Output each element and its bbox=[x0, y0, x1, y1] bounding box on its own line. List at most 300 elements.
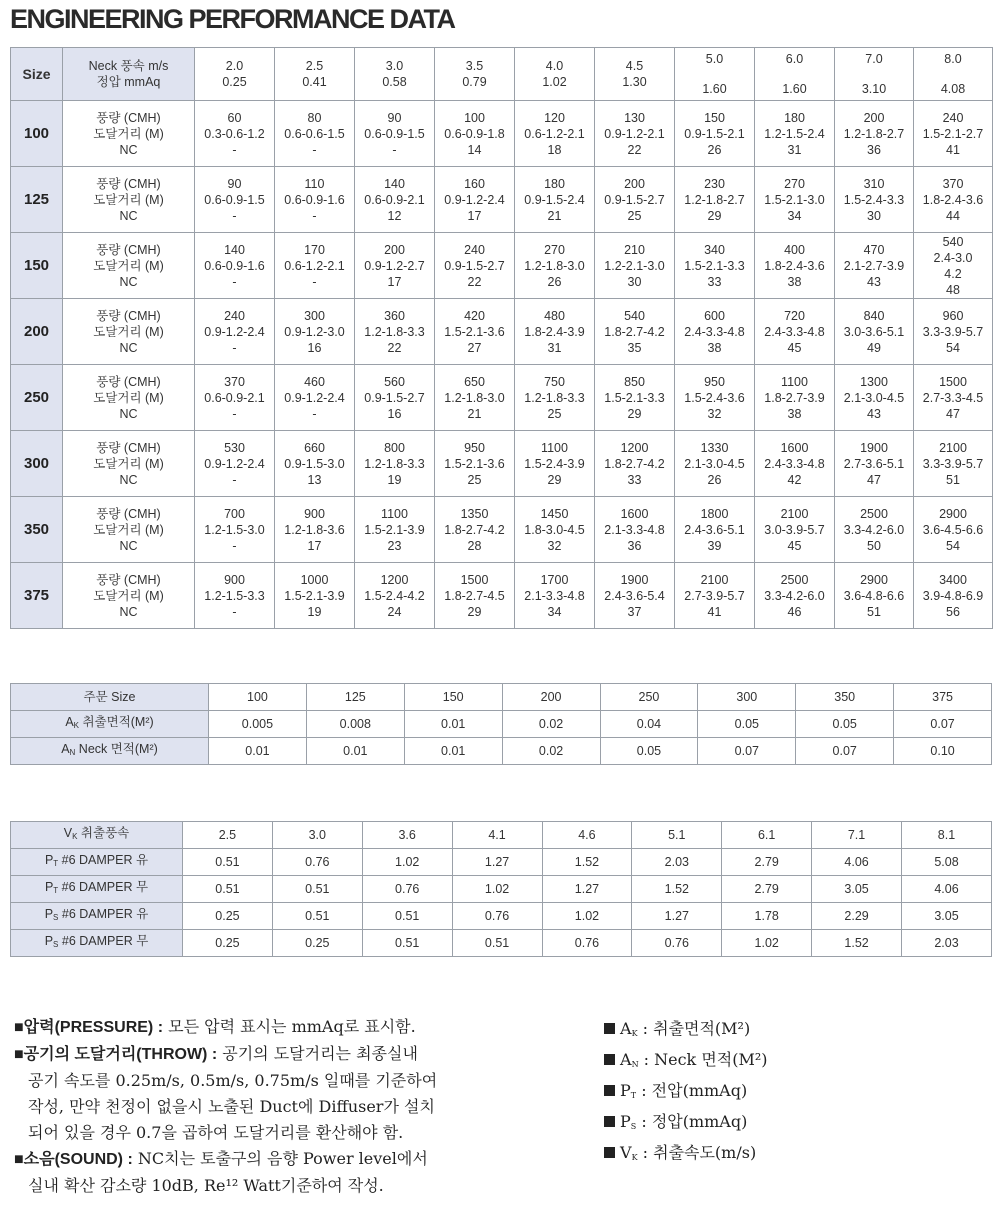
data-value: 1.2-1.5-3.3 bbox=[204, 588, 265, 603]
data-cell: 0.51 bbox=[452, 930, 542, 957]
row-label: NC bbox=[119, 406, 138, 421]
data-value: 1600 bbox=[780, 440, 809, 455]
table-row bbox=[11, 497, 993, 563]
data-value: 1450 bbox=[540, 506, 569, 521]
row-label: 도달거리 (M) bbox=[93, 192, 164, 207]
data-value: 0.9-1.2-2.4 bbox=[444, 192, 505, 207]
data-value: 1200 bbox=[380, 572, 409, 587]
row-label bbox=[11, 822, 183, 849]
data-value: 170 bbox=[304, 242, 325, 257]
data-cell: 2.79 bbox=[722, 876, 812, 903]
data-cell bbox=[195, 167, 275, 233]
data-cell bbox=[914, 563, 993, 629]
legend-text: : 취출면적(M²) bbox=[637, 1019, 751, 1038]
label-symbol: P bbox=[44, 907, 54, 921]
data-value: 1.5-2.4-3.9 bbox=[524, 456, 585, 471]
row-label: NC bbox=[119, 142, 138, 157]
data-value: 530 bbox=[224, 440, 245, 455]
data-value: 480 bbox=[544, 308, 565, 323]
label-subscript: N bbox=[69, 748, 76, 757]
performance-table bbox=[10, 47, 993, 629]
data-value: 850 bbox=[624, 374, 645, 389]
data-value: 1.8-2.7-3.9 bbox=[764, 390, 825, 405]
data-value: 2.1-3.0-4.5 bbox=[684, 456, 745, 471]
neck-label bbox=[63, 48, 195, 101]
data-value: 2900 bbox=[939, 506, 967, 521]
data-value: 0.9-1.2-2.4 bbox=[204, 456, 265, 471]
row-label: 풍량 (CMH) bbox=[96, 506, 161, 521]
data-value: 470 bbox=[863, 242, 885, 257]
label-subscript: S bbox=[53, 913, 59, 922]
data-value: 1.5-2.1-3.9 bbox=[364, 522, 425, 537]
data-value: 0.6-1.2-2.1 bbox=[284, 258, 345, 273]
data-value: 45 bbox=[787, 538, 802, 553]
data-cell bbox=[515, 431, 595, 497]
data-value: 400 bbox=[784, 242, 805, 257]
data-value: 41 bbox=[946, 142, 960, 157]
data-cell: 0.01 bbox=[404, 711, 502, 738]
data-value: 1500 bbox=[939, 374, 967, 389]
label-symbol: A bbox=[61, 742, 70, 756]
data-value: 48 bbox=[946, 282, 960, 297]
data-cell bbox=[595, 233, 675, 299]
note-sound-text: NC치는 토출구의 음향 Power level에서 bbox=[132, 1149, 428, 1168]
data-value: 60 bbox=[227, 110, 242, 125]
row-label: 도달거리 (M) bbox=[93, 126, 164, 141]
neck-speed-cell bbox=[675, 48, 755, 101]
data-cell bbox=[914, 431, 993, 497]
data-cell: 0.76 bbox=[452, 903, 542, 930]
data-cell bbox=[275, 233, 355, 299]
data-value: 240 bbox=[224, 308, 245, 323]
data-value: 22 bbox=[627, 142, 642, 157]
row-label bbox=[11, 930, 183, 957]
table-row bbox=[11, 822, 992, 849]
data-cell bbox=[675, 365, 755, 431]
legend-subscript: S bbox=[630, 1122, 637, 1131]
data-value: 2500 bbox=[780, 572, 809, 587]
data-cell bbox=[835, 365, 914, 431]
data-value: 1.5-2.4-3.6 bbox=[684, 390, 745, 405]
data-value: 1700 bbox=[540, 572, 569, 587]
static-pressure-value: 0.25 bbox=[222, 75, 247, 89]
data-value: 43 bbox=[867, 406, 881, 421]
data-cell bbox=[275, 563, 355, 629]
data-value: 0.9-1.5-3.0 bbox=[284, 456, 345, 471]
data-value: 3.6-4.5-6.6 bbox=[922, 522, 984, 537]
table-row bbox=[11, 299, 993, 365]
data-value: 0.6-0.9-1.5 bbox=[204, 192, 265, 207]
row-label: 도달거리 (M) bbox=[93, 588, 164, 603]
row-label: NC bbox=[119, 538, 138, 553]
bullet-square-icon bbox=[604, 1116, 615, 1127]
data-value: 1.2-2.1-3.0 bbox=[604, 258, 665, 273]
data-value: 1.8-3.0-4.5 bbox=[524, 522, 585, 537]
data-value: 43 bbox=[867, 274, 881, 289]
data-value: 1.2-1.8-3.3 bbox=[364, 324, 425, 339]
data-value: 1100 bbox=[541, 440, 568, 455]
note-pressure bbox=[14, 1014, 574, 1041]
size-cell: 300 bbox=[11, 431, 63, 497]
row-labels bbox=[63, 431, 195, 497]
note-throw-line: 공기 속도를 0.25m/s, 0.5m/s, 0.75m/s 일때를 기준하여 bbox=[28, 1071, 438, 1090]
row-label: 도달거리 (M) bbox=[93, 324, 164, 339]
data-value: 0.6-0.9-1.8 bbox=[444, 126, 505, 141]
data-value: 1900 bbox=[860, 440, 888, 455]
data-value: 460 bbox=[304, 374, 325, 389]
data-cell: 1.52 bbox=[812, 930, 902, 957]
data-cell bbox=[835, 299, 914, 365]
table-row bbox=[11, 563, 993, 629]
data-value: 1.5-2.1-3.9 bbox=[284, 588, 345, 603]
row-label bbox=[11, 876, 183, 903]
data-value: - bbox=[232, 472, 237, 487]
table-row bbox=[11, 365, 993, 431]
data-value: 900 bbox=[304, 506, 325, 521]
data-cell bbox=[435, 101, 515, 167]
data-cell bbox=[515, 299, 595, 365]
data-value: 310 bbox=[863, 176, 885, 191]
row-label: 풍량 (CMH) bbox=[96, 176, 161, 191]
data-value: 26 bbox=[707, 142, 722, 157]
data-cell bbox=[595, 497, 675, 563]
data-value: 1.8-2.4-3.6 bbox=[764, 258, 825, 273]
data-value: 26 bbox=[547, 274, 562, 289]
row-label bbox=[11, 711, 209, 738]
data-cell: 250 bbox=[600, 684, 698, 711]
neck-value-pair bbox=[435, 51, 514, 97]
data-value: 4.2 bbox=[944, 266, 962, 281]
table-row bbox=[11, 233, 993, 299]
neck-speed-cell bbox=[195, 48, 275, 101]
row-labels bbox=[63, 299, 195, 365]
data-cell: 4.06 bbox=[812, 849, 902, 876]
row-label: 도달거리 (M) bbox=[93, 390, 164, 405]
data-value: 1.5-2.1-3.3 bbox=[684, 258, 745, 273]
data-cell bbox=[355, 167, 435, 233]
legend-item bbox=[604, 1109, 984, 1140]
data-value: 3.3-3.9-5.7 bbox=[922, 456, 984, 471]
data-value: 17 bbox=[387, 274, 402, 289]
data-value: - bbox=[232, 274, 237, 289]
data-cell: 0.04 bbox=[600, 711, 698, 738]
data-value: 19 bbox=[307, 604, 322, 619]
data-value: 240 bbox=[942, 110, 964, 125]
data-cell: 1.02 bbox=[452, 876, 542, 903]
table-row bbox=[11, 101, 993, 167]
area-table bbox=[10, 683, 992, 765]
neck-value-pair bbox=[914, 51, 992, 97]
data-cell: 2.29 bbox=[812, 903, 902, 930]
data-value: 1330 bbox=[700, 440, 729, 455]
data-cell: 0.02 bbox=[502, 711, 600, 738]
neck-speed-cell bbox=[755, 48, 835, 101]
note-throw-line: 작성, 만약 천정이 없을시 노출된 Duct에 Diffuser가 설치 bbox=[28, 1097, 435, 1116]
data-value: 3.9-4.8-6.9 bbox=[922, 588, 984, 603]
data-value: - bbox=[232, 406, 237, 421]
data-cell: 3.6 bbox=[362, 822, 452, 849]
data-cell bbox=[595, 167, 675, 233]
static-pressure-value: 1.30 bbox=[622, 75, 647, 89]
data-value: 27 bbox=[467, 340, 482, 355]
data-cell bbox=[835, 233, 914, 299]
neck-speed-value: 8.0 bbox=[944, 52, 962, 66]
data-cell: 7.1 bbox=[812, 822, 902, 849]
neck-speed-value: 5.0 bbox=[705, 52, 724, 66]
data-value: 25 bbox=[467, 472, 482, 487]
notes bbox=[14, 1014, 574, 1199]
data-cell: 1.02 bbox=[542, 903, 632, 930]
data-value: 0.9-1.5-2.7 bbox=[444, 258, 505, 273]
data-value: 23 bbox=[387, 538, 402, 553]
data-value: 160 bbox=[464, 176, 485, 191]
data-value: 24 bbox=[387, 604, 402, 619]
data-value: 13 bbox=[307, 472, 322, 487]
data-cell bbox=[914, 299, 993, 365]
note-throw-text: 공기의 도달거리는 최종실내 bbox=[217, 1044, 418, 1063]
data-cell bbox=[914, 101, 993, 167]
data-cell: 0.01 bbox=[306, 738, 404, 765]
data-value: 650 bbox=[464, 374, 485, 389]
data-cell: 0.25 bbox=[183, 930, 273, 957]
data-value: - bbox=[232, 142, 237, 157]
legend-text: : 정압(mmAq) bbox=[636, 1112, 748, 1131]
data-cell bbox=[435, 431, 515, 497]
data-value: 270 bbox=[784, 176, 805, 191]
data-value: 47 bbox=[946, 406, 960, 421]
legend-item bbox=[604, 1016, 984, 1047]
data-cell bbox=[435, 563, 515, 629]
data-cell bbox=[355, 365, 435, 431]
data-cell bbox=[435, 299, 515, 365]
data-cell bbox=[515, 497, 595, 563]
neck-speed-cell bbox=[835, 48, 914, 101]
data-cell bbox=[835, 167, 914, 233]
legend-symbol: P bbox=[620, 1081, 631, 1100]
table-row bbox=[11, 684, 992, 711]
neck-value-pair bbox=[275, 51, 354, 97]
data-value: 1200 bbox=[620, 440, 649, 455]
data-value: 1350 bbox=[460, 506, 489, 521]
data-cell bbox=[195, 299, 275, 365]
row-label: 풍량 (CMH) bbox=[96, 110, 161, 125]
data-cell: 1.27 bbox=[632, 903, 722, 930]
data-value: 2.7-3.9-5.7 bbox=[684, 588, 745, 603]
data-cell bbox=[675, 563, 755, 629]
data-cell bbox=[355, 497, 435, 563]
size-cell: 250 bbox=[11, 365, 63, 431]
data-cell: 0.76 bbox=[632, 930, 722, 957]
data-value: 1000 bbox=[300, 572, 329, 587]
data-cell: 4.1 bbox=[452, 822, 542, 849]
row-label: 풍량 (CMH) bbox=[96, 374, 161, 389]
neck-speed-cell bbox=[914, 48, 993, 101]
data-value: 130 bbox=[624, 110, 645, 125]
data-value: 18 bbox=[547, 142, 562, 157]
data-value: 1100 bbox=[381, 506, 408, 521]
static-pressure-value: 1.02 bbox=[542, 75, 567, 89]
data-cell bbox=[675, 497, 755, 563]
data-value: 370 bbox=[942, 176, 964, 191]
data-value: 16 bbox=[387, 406, 402, 421]
legend-text: : 취출속도(m/s) bbox=[637, 1143, 757, 1162]
note-sound-line: 실내 확산 감소량 10dB, Re¹² Watt기준하여 작성. bbox=[28, 1176, 384, 1195]
data-cell bbox=[435, 233, 515, 299]
neck-speed-label: Neck 풍속 m/s bbox=[88, 59, 169, 73]
data-value: 3.3-4.2-6.0 bbox=[843, 522, 905, 537]
data-value: 0.9-1.5-2.7 bbox=[604, 192, 665, 207]
data-value: 1.8-2.4-3.6 bbox=[922, 192, 984, 207]
data-value: 2.1-3.0-4.5 bbox=[843, 390, 905, 405]
data-value: 1.2-1.8-3.0 bbox=[444, 390, 505, 405]
data-cell: 0.01 bbox=[404, 738, 502, 765]
data-value: 54 bbox=[946, 538, 960, 553]
data-value: 1.2-1.8-3.6 bbox=[284, 522, 345, 537]
data-cell: 1.27 bbox=[452, 849, 542, 876]
data-value: 3.6-4.8-6.6 bbox=[843, 588, 905, 603]
data-value: 17 bbox=[307, 538, 322, 553]
data-value: 1.5-2.4-4.2 bbox=[364, 588, 425, 603]
data-value: 56 bbox=[946, 604, 960, 619]
data-value: 0.6-0.9-1.6 bbox=[204, 258, 265, 273]
data-value: 2.1-2.7-3.9 bbox=[843, 258, 905, 273]
data-cell bbox=[515, 101, 595, 167]
neck-value-pair bbox=[755, 51, 834, 97]
data-value: 660 bbox=[304, 440, 325, 455]
data-value: 2.1-3.3-4.8 bbox=[524, 588, 585, 603]
data-value: 200 bbox=[384, 242, 405, 257]
data-cell bbox=[755, 563, 835, 629]
data-value: - bbox=[312, 274, 317, 289]
data-value: 1100 bbox=[781, 374, 808, 389]
data-cell: 1.27 bbox=[542, 876, 632, 903]
data-cell bbox=[355, 299, 435, 365]
data-value: 51 bbox=[946, 472, 960, 487]
data-cell: 4.6 bbox=[542, 822, 632, 849]
data-cell: 0.51 bbox=[183, 876, 273, 903]
data-value: 38 bbox=[787, 406, 802, 421]
table-row bbox=[11, 930, 992, 957]
data-cell bbox=[755, 365, 835, 431]
data-cell: 1.02 bbox=[362, 849, 452, 876]
row-label: NC bbox=[119, 340, 138, 355]
row-labels bbox=[63, 497, 195, 563]
label-text: #6 DAMPER 무 bbox=[58, 880, 149, 894]
neck-speed-value: 4.5 bbox=[625, 59, 644, 73]
data-cell: 0.07 bbox=[894, 711, 992, 738]
data-cell: 3.0 bbox=[272, 822, 362, 849]
data-value: - bbox=[232, 604, 237, 619]
data-value: 2.4-3.6-5.4 bbox=[604, 588, 665, 603]
data-value: 140 bbox=[384, 176, 405, 191]
data-value: 32 bbox=[707, 406, 722, 421]
data-cell: 350 bbox=[796, 684, 894, 711]
data-value: - bbox=[232, 340, 237, 355]
data-cell bbox=[275, 497, 355, 563]
data-cell: 2.03 bbox=[632, 849, 722, 876]
label-subscript: S bbox=[53, 940, 59, 949]
legend-text: : Neck 면적(M²) bbox=[638, 1050, 768, 1069]
data-value: 1.2-1.8-3.3 bbox=[364, 456, 425, 471]
neck-value-pair bbox=[675, 51, 754, 97]
data-value: 3.0-3.6-5.1 bbox=[843, 324, 905, 339]
data-value: 35 bbox=[627, 340, 642, 355]
data-cell bbox=[755, 167, 835, 233]
data-value: 33 bbox=[707, 274, 722, 289]
legend-item bbox=[604, 1140, 984, 1171]
size-cell: 350 bbox=[11, 497, 63, 563]
note-throw-line: 되어 있을 경우 0.7을 곱하여 도달거리를 환산해야 함. bbox=[28, 1123, 404, 1142]
data-value: 950 bbox=[464, 440, 485, 455]
data-value: 360 bbox=[384, 308, 405, 323]
data-cell bbox=[675, 431, 755, 497]
data-value: 750 bbox=[544, 374, 565, 389]
data-cell bbox=[914, 497, 993, 563]
data-value: 3.3-3.9-5.7 bbox=[922, 324, 984, 339]
legend-symbol: P bbox=[620, 1112, 631, 1131]
data-value: 37 bbox=[627, 604, 642, 619]
data-value: 31 bbox=[547, 340, 562, 355]
size-cell: 125 bbox=[11, 167, 63, 233]
data-value: 840 bbox=[863, 308, 885, 323]
data-value: 0.6-0.9-1.6 bbox=[284, 192, 345, 207]
data-value: 0.6-0.6-1.5 bbox=[284, 126, 345, 141]
data-value: 1.5-2.1-3.6 bbox=[444, 456, 505, 471]
data-value: 34 bbox=[547, 604, 562, 619]
data-value: 1.8-2.7-4.2 bbox=[604, 456, 665, 471]
data-cell bbox=[435, 167, 515, 233]
data-cell: 125 bbox=[306, 684, 404, 711]
data-value: 1.5-2.1-3.0 bbox=[764, 192, 825, 207]
row-labels bbox=[63, 167, 195, 233]
data-cell bbox=[195, 431, 275, 497]
row-label: 풍량 (CMH) bbox=[96, 440, 161, 455]
data-cell: 4.06 bbox=[902, 876, 992, 903]
data-value: 1800 bbox=[700, 506, 729, 521]
static-pressure-value: 1.60 bbox=[702, 82, 727, 96]
data-value: 1500 bbox=[460, 572, 489, 587]
data-value: 540 bbox=[942, 234, 964, 249]
data-value: 90 bbox=[227, 176, 242, 191]
data-value: 150 bbox=[704, 110, 725, 125]
data-value: 600 bbox=[704, 308, 725, 323]
data-cell: 0.51 bbox=[183, 849, 273, 876]
data-cell bbox=[355, 431, 435, 497]
row-labels bbox=[63, 233, 195, 299]
data-value: 26 bbox=[707, 472, 722, 487]
label-symbol: P bbox=[44, 853, 54, 867]
data-value: 2.7-3.3-4.5 bbox=[922, 390, 984, 405]
data-cell bbox=[355, 101, 435, 167]
neck-speed-value: 6.0 bbox=[785, 52, 804, 66]
row-label: NC bbox=[119, 208, 138, 223]
neck-speed-cell bbox=[275, 48, 355, 101]
data-value: 2100 bbox=[939, 440, 967, 455]
data-cell: 0.01 bbox=[209, 738, 307, 765]
data-cell: 0.25 bbox=[272, 930, 362, 957]
data-cell bbox=[835, 497, 914, 563]
row-label: NC bbox=[119, 604, 138, 619]
data-cell bbox=[195, 497, 275, 563]
size-cell: 100 bbox=[11, 101, 63, 167]
data-cell: 0.07 bbox=[698, 738, 796, 765]
row-labels bbox=[63, 563, 195, 629]
data-value: 1.2-1.8-2.7 bbox=[843, 126, 905, 141]
data-value: 36 bbox=[867, 142, 881, 157]
data-value: 2100 bbox=[780, 506, 809, 521]
data-cell bbox=[275, 101, 355, 167]
data-value: 1.8-2.7-4.2 bbox=[604, 324, 665, 339]
